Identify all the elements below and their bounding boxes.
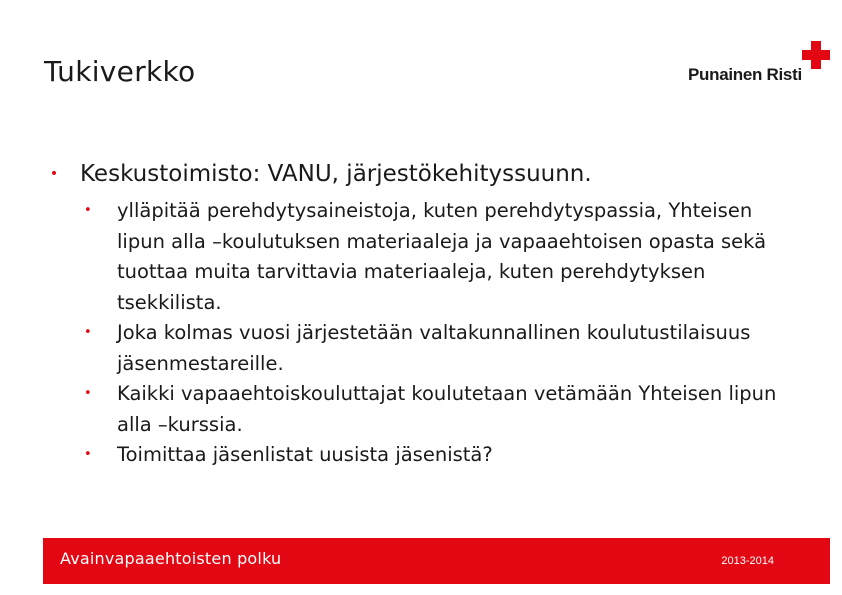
sub-bullet-item <box>84 440 804 471</box>
footer-year: 2013-2014 <box>721 555 774 567</box>
bullet-dot-icon: • <box>84 203 92 218</box>
sub-bullet-item <box>84 379 804 440</box>
bullet-dot-icon: • <box>84 325 92 340</box>
red-cross-icon <box>802 41 830 69</box>
main-bullet-text: Keskustoimisto: VANU, järjestökehityssuunn. <box>80 161 592 187</box>
bullet-dot-icon: • <box>84 447 92 462</box>
sub-bullet-list <box>84 196 804 471</box>
bullet-dot-icon: • <box>49 166 59 182</box>
logo-text: Punainen Risti <box>688 65 802 84</box>
bullet-dot-icon: • <box>84 386 92 401</box>
sub-bullet-text: Toimittaa jäsenlistat uusista jäsenistä? <box>117 443 493 466</box>
sub-bullet-text: Kaikki vapaaehtoiskouluttajat koulutetaan vetämään Yhteisen lipun alla –kurssia. <box>117 382 777 436</box>
slide-title: Tukiverkko <box>44 55 196 88</box>
sub-bullet-item <box>84 318 804 379</box>
footer-title: Avainvapaaehtoisten polku <box>60 549 282 568</box>
sub-bullet-text: ylläpitää perehdytysaineistoja, kuten perehdytyspassia, Yhteisen lipun alla –koulutuksen materiaaleja ja vapaaehtoisen opasta sekä tuottaa muita tarvittavia materiaaleja, kuten perehdytyksen tsekkilista. <box>117 199 767 314</box>
sub-bullet-item <box>84 196 804 318</box>
main-bullet-item <box>28 159 808 189</box>
sub-bullet-text: Joka kolmas vuosi järjestetään valtakunnallinen koulutustilaisuus jäsenmestareille. <box>117 321 751 375</box>
punainen-risti-logo <box>688 41 830 87</box>
footer-bar <box>43 538 830 584</box>
